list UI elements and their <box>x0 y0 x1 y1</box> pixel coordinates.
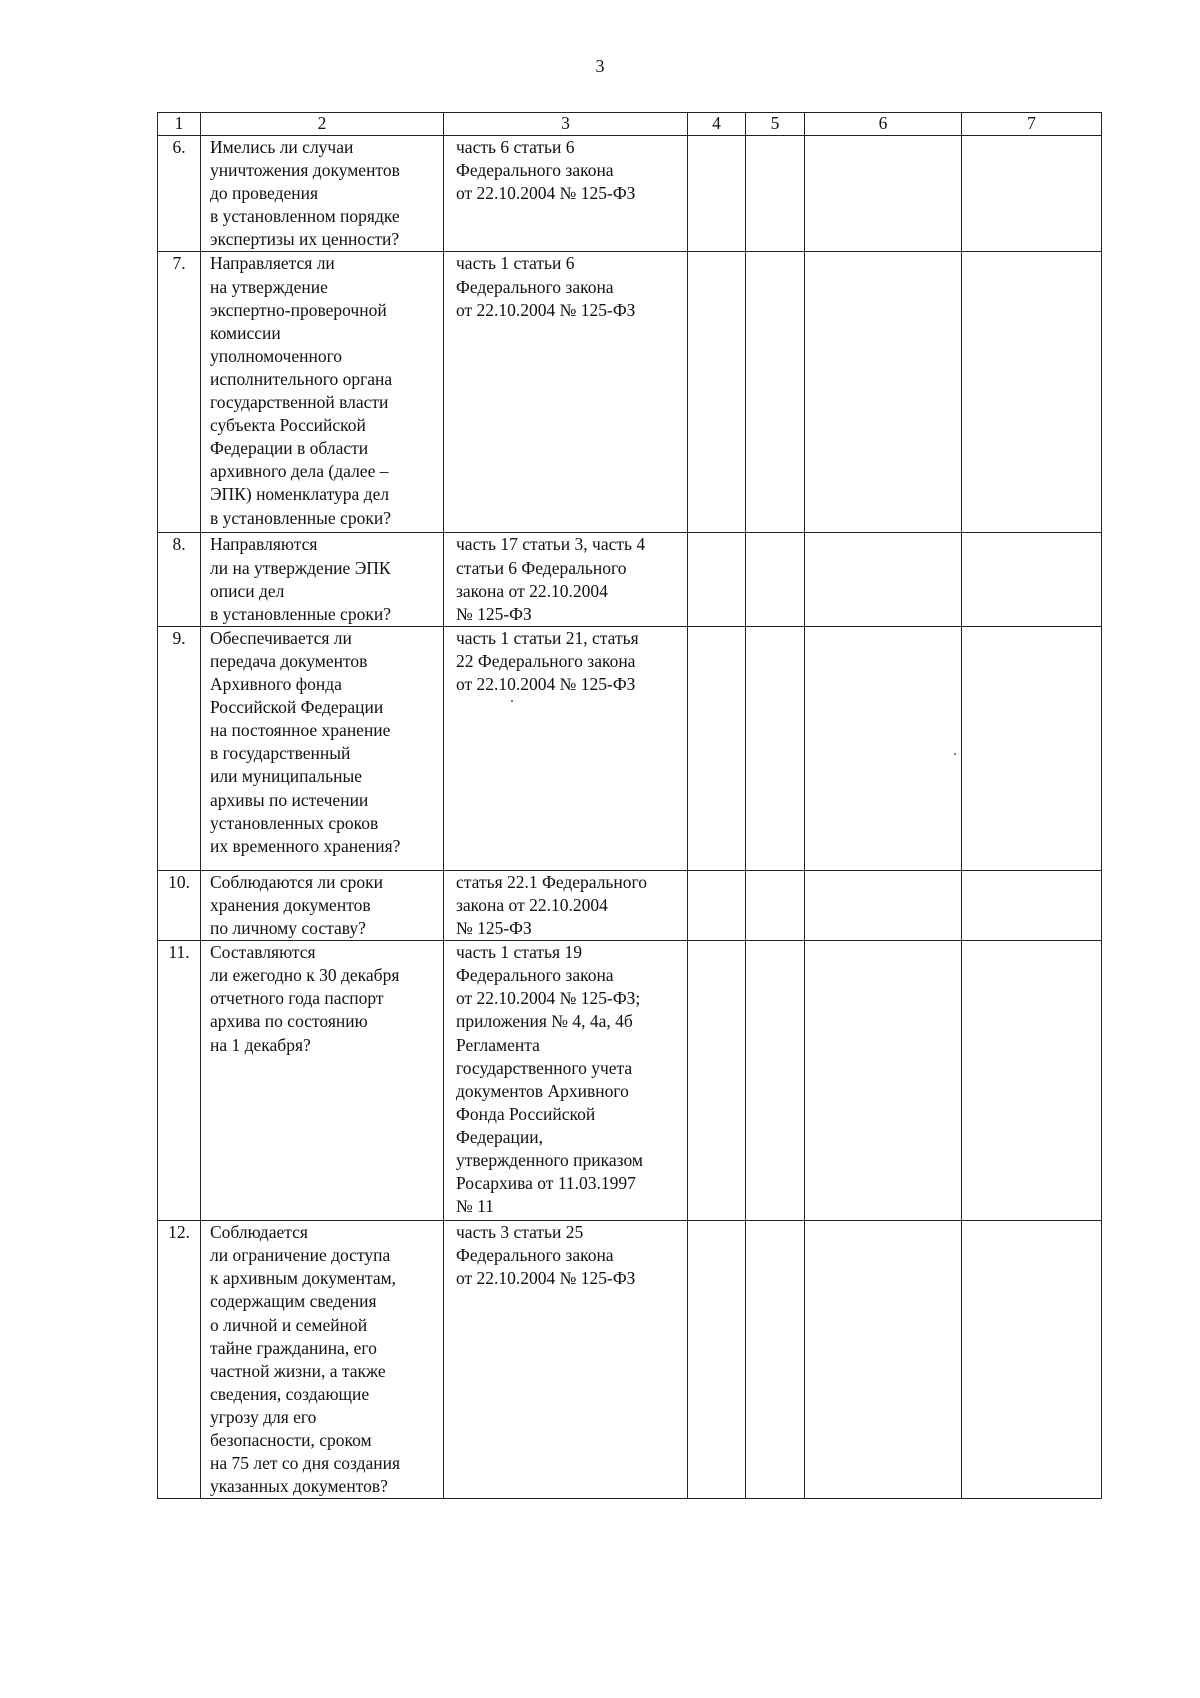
question-line: отчетного года паспорт <box>210 988 384 1009</box>
note-cell <box>962 1221 1102 1499</box>
question-line: Направляется ли <box>210 253 335 274</box>
question-line: на 1 декабря? <box>210 1034 311 1055</box>
answer-yes-cell <box>688 626 746 870</box>
table-row <box>158 941 1102 1221</box>
answer-no-cell <box>746 941 805 1221</box>
legal-basis-cell <box>444 941 688 1221</box>
note-cell <box>962 533 1102 626</box>
question-line: Обеспечивается ли <box>210 627 352 648</box>
answer-yes-cell <box>688 252 746 533</box>
legal-basis-line: приложения № 4, 4а, 4б <box>456 1011 633 1032</box>
answer-yes-cell <box>688 1221 746 1499</box>
legal-basis-line: 22 Федерального закона <box>456 650 636 671</box>
question-cell <box>201 252 444 533</box>
question-line: на постоянное хранение <box>210 720 391 741</box>
legal-basis-line: часть 17 статьи 3, часть 4 <box>456 534 646 555</box>
legal-basis-line: от 22.10.2004 № 125-ФЗ <box>456 183 636 204</box>
question-line: к архивным документам, <box>210 1268 397 1289</box>
not-applicable-cell <box>805 533 962 626</box>
legal-basis-line: Фонда Российской <box>456 1103 596 1124</box>
question-cell <box>201 941 444 1221</box>
legal-basis-cell <box>444 1221 688 1499</box>
legal-basis-line: утвержденного приказом <box>456 1149 643 1170</box>
question-line: указанных документов? <box>210 1476 388 1497</box>
legal-basis-line: Федерального закона <box>456 160 614 181</box>
question-line: экспертизы их ценности? <box>210 229 400 250</box>
question-line: ли ограничение доступа <box>210 1245 391 1266</box>
legal-basis-line: статьи 6 Федерального <box>456 557 627 578</box>
not-applicable-cell <box>805 136 962 252</box>
note-cell <box>962 136 1102 252</box>
question-line: исполнительного органа <box>210 368 393 389</box>
question-line: ЭПК) номенклатура дел <box>210 484 390 505</box>
legal-basis-line: № 125-ФЗ <box>456 918 532 939</box>
legal-basis-line: Росархива от 11.03.1997 <box>456 1173 636 1194</box>
column-number-row <box>158 113 1102 136</box>
legal-basis-line: Федерального закона <box>456 276 614 297</box>
question-line: установленных сроков <box>210 812 379 833</box>
question-line: в установленные сроки? <box>210 603 391 624</box>
note-cell <box>962 626 1102 870</box>
question-line: экспертно-проверочной <box>210 299 387 320</box>
question-line: Российской Федерации <box>210 697 384 718</box>
item-number: 10. <box>158 870 201 940</box>
question-line: описи дел <box>210 580 285 601</box>
answer-no-cell <box>746 1221 805 1499</box>
question-line: их временного хранения? <box>210 835 401 856</box>
item-number: 8. <box>158 533 201 626</box>
legal-basis-line: часть 1 статьи 6 <box>456 253 575 274</box>
question-line: Направляются <box>210 534 318 555</box>
not-applicable-cell <box>805 252 962 533</box>
legal-basis-line: Регламента <box>456 1034 540 1055</box>
question-line: безопасности, сроком <box>210 1429 372 1450</box>
legal-basis-line: государственного учета <box>456 1057 633 1078</box>
question-line: уполномоченного <box>210 345 343 366</box>
page-number: 3 <box>595 56 605 76</box>
question-line: тайне гражданина, его <box>210 1337 377 1358</box>
legal-basis-line: часть 6 статьи 6 <box>456 137 575 157</box>
item-number: 11. <box>158 941 201 1221</box>
legal-basis-line: закона от 22.10.2004 <box>456 580 608 601</box>
legal-basis-line: закона от 22.10.2004 <box>456 894 608 915</box>
legal-basis-line: Федерации, <box>456 1126 544 1147</box>
table-row <box>158 533 1102 626</box>
legal-basis-line: от 22.10.2004 № 125-ФЗ <box>456 299 636 320</box>
question-cell <box>201 136 444 252</box>
item-number: 6. <box>158 136 201 252</box>
table-row <box>158 252 1102 533</box>
answer-yes-cell <box>688 941 746 1221</box>
legal-basis-cell <box>444 533 688 626</box>
not-applicable-cell <box>805 941 962 1221</box>
question-line: хранения документов <box>210 894 371 915</box>
note-cell <box>962 870 1102 940</box>
item-number: 12. <box>158 1221 201 1499</box>
item-number: 7. <box>158 252 201 533</box>
column-number: 1 <box>158 113 201 136</box>
column-number: 6 <box>805 113 962 136</box>
question-line: до проведения <box>210 183 319 204</box>
legal-basis-line: от 22.10.2004 № 125-ФЗ <box>456 1268 636 1289</box>
question-line: Соблюдается <box>210 1222 308 1243</box>
question-line: уничтожения документов <box>210 160 400 181</box>
legal-basis-line: часть 3 статьи 25 <box>456 1222 584 1243</box>
question-line: содержащим сведения <box>210 1291 377 1312</box>
legal-basis-line: № 125-ФЗ <box>456 603 532 624</box>
question-line: о личной и семейной <box>210 1314 368 1335</box>
column-number: 4 <box>688 113 746 136</box>
question-line: на 75 лет со дня создания <box>210 1453 401 1474</box>
question-line: Федерации в области <box>210 438 369 459</box>
table-row <box>158 1221 1102 1499</box>
question-line: Составляются <box>210 942 316 963</box>
question-line: по личному составу? <box>210 918 366 939</box>
question-line: Имелись ли случаи <box>210 137 354 157</box>
question-line: частной жизни, а также <box>210 1360 386 1381</box>
legal-basis-cell <box>444 870 688 940</box>
legal-basis-line: Федерального закона <box>456 1245 614 1266</box>
column-number: 5 <box>746 113 805 136</box>
not-applicable-cell <box>805 870 962 940</box>
legal-basis-line: № 11 <box>456 1196 494 1217</box>
legal-basis-line: документов Архивного <box>456 1080 629 1101</box>
legal-basis-cell <box>444 136 688 252</box>
legal-basis-line: статья 22.1 Федерального <box>456 871 648 892</box>
item-number: 9. <box>158 626 201 870</box>
question-cell <box>201 626 444 870</box>
question-cell <box>201 1221 444 1499</box>
column-number: 2 <box>201 113 444 136</box>
question-line: в установленные сроки? <box>210 507 391 528</box>
question-line: сведения, создающие <box>210 1383 370 1404</box>
question-cell <box>201 870 444 940</box>
question-line: комиссии <box>210 322 281 343</box>
question-line: Архивного фонда <box>210 674 342 695</box>
answer-yes-cell <box>688 870 746 940</box>
table-row <box>158 136 1102 252</box>
legal-basis-line: от 22.10.2004 № 125-ФЗ; <box>456 988 641 1009</box>
question-line: в государственный <box>210 743 351 764</box>
legal-basis-cell <box>444 626 688 870</box>
question-line: или муниципальные <box>210 766 363 787</box>
column-number: 7 <box>962 113 1102 136</box>
answer-no-cell <box>746 870 805 940</box>
question-line: ли на утверждение ЭПК <box>210 557 391 578</box>
question-line: субъекта Российской <box>210 415 366 436</box>
answer-yes-cell <box>688 136 746 252</box>
answer-yes-cell <box>688 533 746 626</box>
note-cell <box>962 941 1102 1221</box>
question-line: архива по состоянию <box>210 1011 368 1032</box>
not-applicable-cell <box>805 1221 962 1499</box>
question-line: архивы по истечении <box>210 789 369 810</box>
checklist-table <box>157 112 1102 1499</box>
question-line: передача документов <box>210 650 368 671</box>
question-line: архивного дела (далее – <box>210 461 389 482</box>
table-row <box>158 870 1102 940</box>
question-line: угрозу для его <box>210 1406 317 1427</box>
not-applicable-cell <box>805 626 962 870</box>
question-line: в установленном порядке <box>210 206 400 227</box>
scan-speck <box>511 700 513 702</box>
legal-basis-cell <box>444 252 688 533</box>
answer-no-cell <box>746 533 805 626</box>
legal-basis-line: от 22.10.2004 № 125-ФЗ <box>456 674 636 695</box>
question-line: ли ежегодно к 30 декабря <box>210 965 400 986</box>
question-line: государственной власти <box>210 392 389 413</box>
note-cell <box>962 252 1102 533</box>
legal-basis-line: Федерального закона <box>456 965 614 986</box>
table-row <box>158 626 1102 870</box>
answer-no-cell <box>746 252 805 533</box>
answer-no-cell <box>746 136 805 252</box>
question-line: на утверждение <box>210 276 328 297</box>
answer-no-cell <box>746 626 805 870</box>
question-line: Соблюдаются ли сроки <box>210 871 383 892</box>
question-cell <box>201 533 444 626</box>
column-number: 3 <box>444 113 688 136</box>
legal-basis-line: часть 1 статья 19 <box>456 942 582 963</box>
legal-basis-line: часть 1 статьи 21, статья <box>456 627 639 648</box>
scan-speck <box>954 753 956 755</box>
